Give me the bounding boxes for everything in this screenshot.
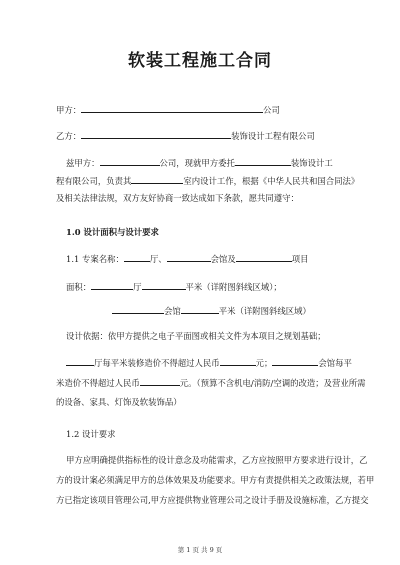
blank [167,252,211,262]
party-b-blank [81,129,231,139]
party-a-suffix: 公司 [263,105,280,115]
cost-line-1: 厅每平米装修造价不得超过人民币 元； 会馆每平 [66,356,364,369]
blank [124,252,150,262]
page-footer: 第 1 页 共 9 页 [177,546,223,554]
intro-line-1: 兹甲方： 公司，现就甲方委托 装饰设计工 [66,158,333,168]
party-a-line [56,103,364,116]
requirements-line-2: 方的设计案必须满足甲方的总体效果及功能要求。甲方有责提供相关之政策法规，若甲 [56,475,375,485]
blank [131,174,183,184]
blank [91,280,133,290]
party-a-label: 甲方： [56,105,82,115]
cost-line-2: 米造价不得超过人民币 元。（预算不含机电/消防/空调的改造；及营业所需 [56,378,366,388]
party-b-label: 乙方： [56,131,82,141]
section-heading-1-0: 1.0 设计面积与设计要求 [66,227,159,237]
area-line-1: 面积： 厅 平米（详附图斜线区域）； [66,282,282,292]
project-name-line: 1.1 专案名称： 厅、 会馆及 项目 [66,254,309,264]
requirements-line-1: 甲方应明确提供指标性的设计意念及功能需求，乙方应按照甲方要求进行设计，乙 [66,455,368,465]
party-b-suffix: 装饰设计工程有限公司 [231,131,315,141]
requirements-line-3: 方已指定该项目管理公司,甲方应提供物业管理公司之设计手册及设施标准，乙方提交 [56,495,369,505]
design-basis-line: 设计依据：依甲方提供之电子平面图或相关文件为本项目之规划基础； [66,331,326,341]
blank [142,280,186,290]
blank [100,156,160,166]
blank [220,356,256,366]
cost-line-3: 的设备、家具、灯饰及软装饰品） [56,397,182,407]
party-a-blank [81,103,263,113]
document-title: 软装工程施工合同 [128,51,272,71]
blank [112,304,164,314]
area-line-2: 会馆 平米（详附图斜线区域） [112,304,364,317]
party-b-line [56,129,364,142]
blank [235,156,291,166]
intro-line-3: 及相关法律法规，双方友好协商一致达成如下条款，愿共同遵守： [56,193,299,203]
blank [181,304,219,314]
section-heading-1-2: 1.2 设计要求 [66,429,116,439]
blank [66,356,94,366]
blank [272,356,318,366]
blank [140,376,180,386]
intro-line-2: 程有限公司，负责其 室内设计工作，根据《中华人民共和国合同法》 [56,176,360,186]
blank [236,252,292,262]
